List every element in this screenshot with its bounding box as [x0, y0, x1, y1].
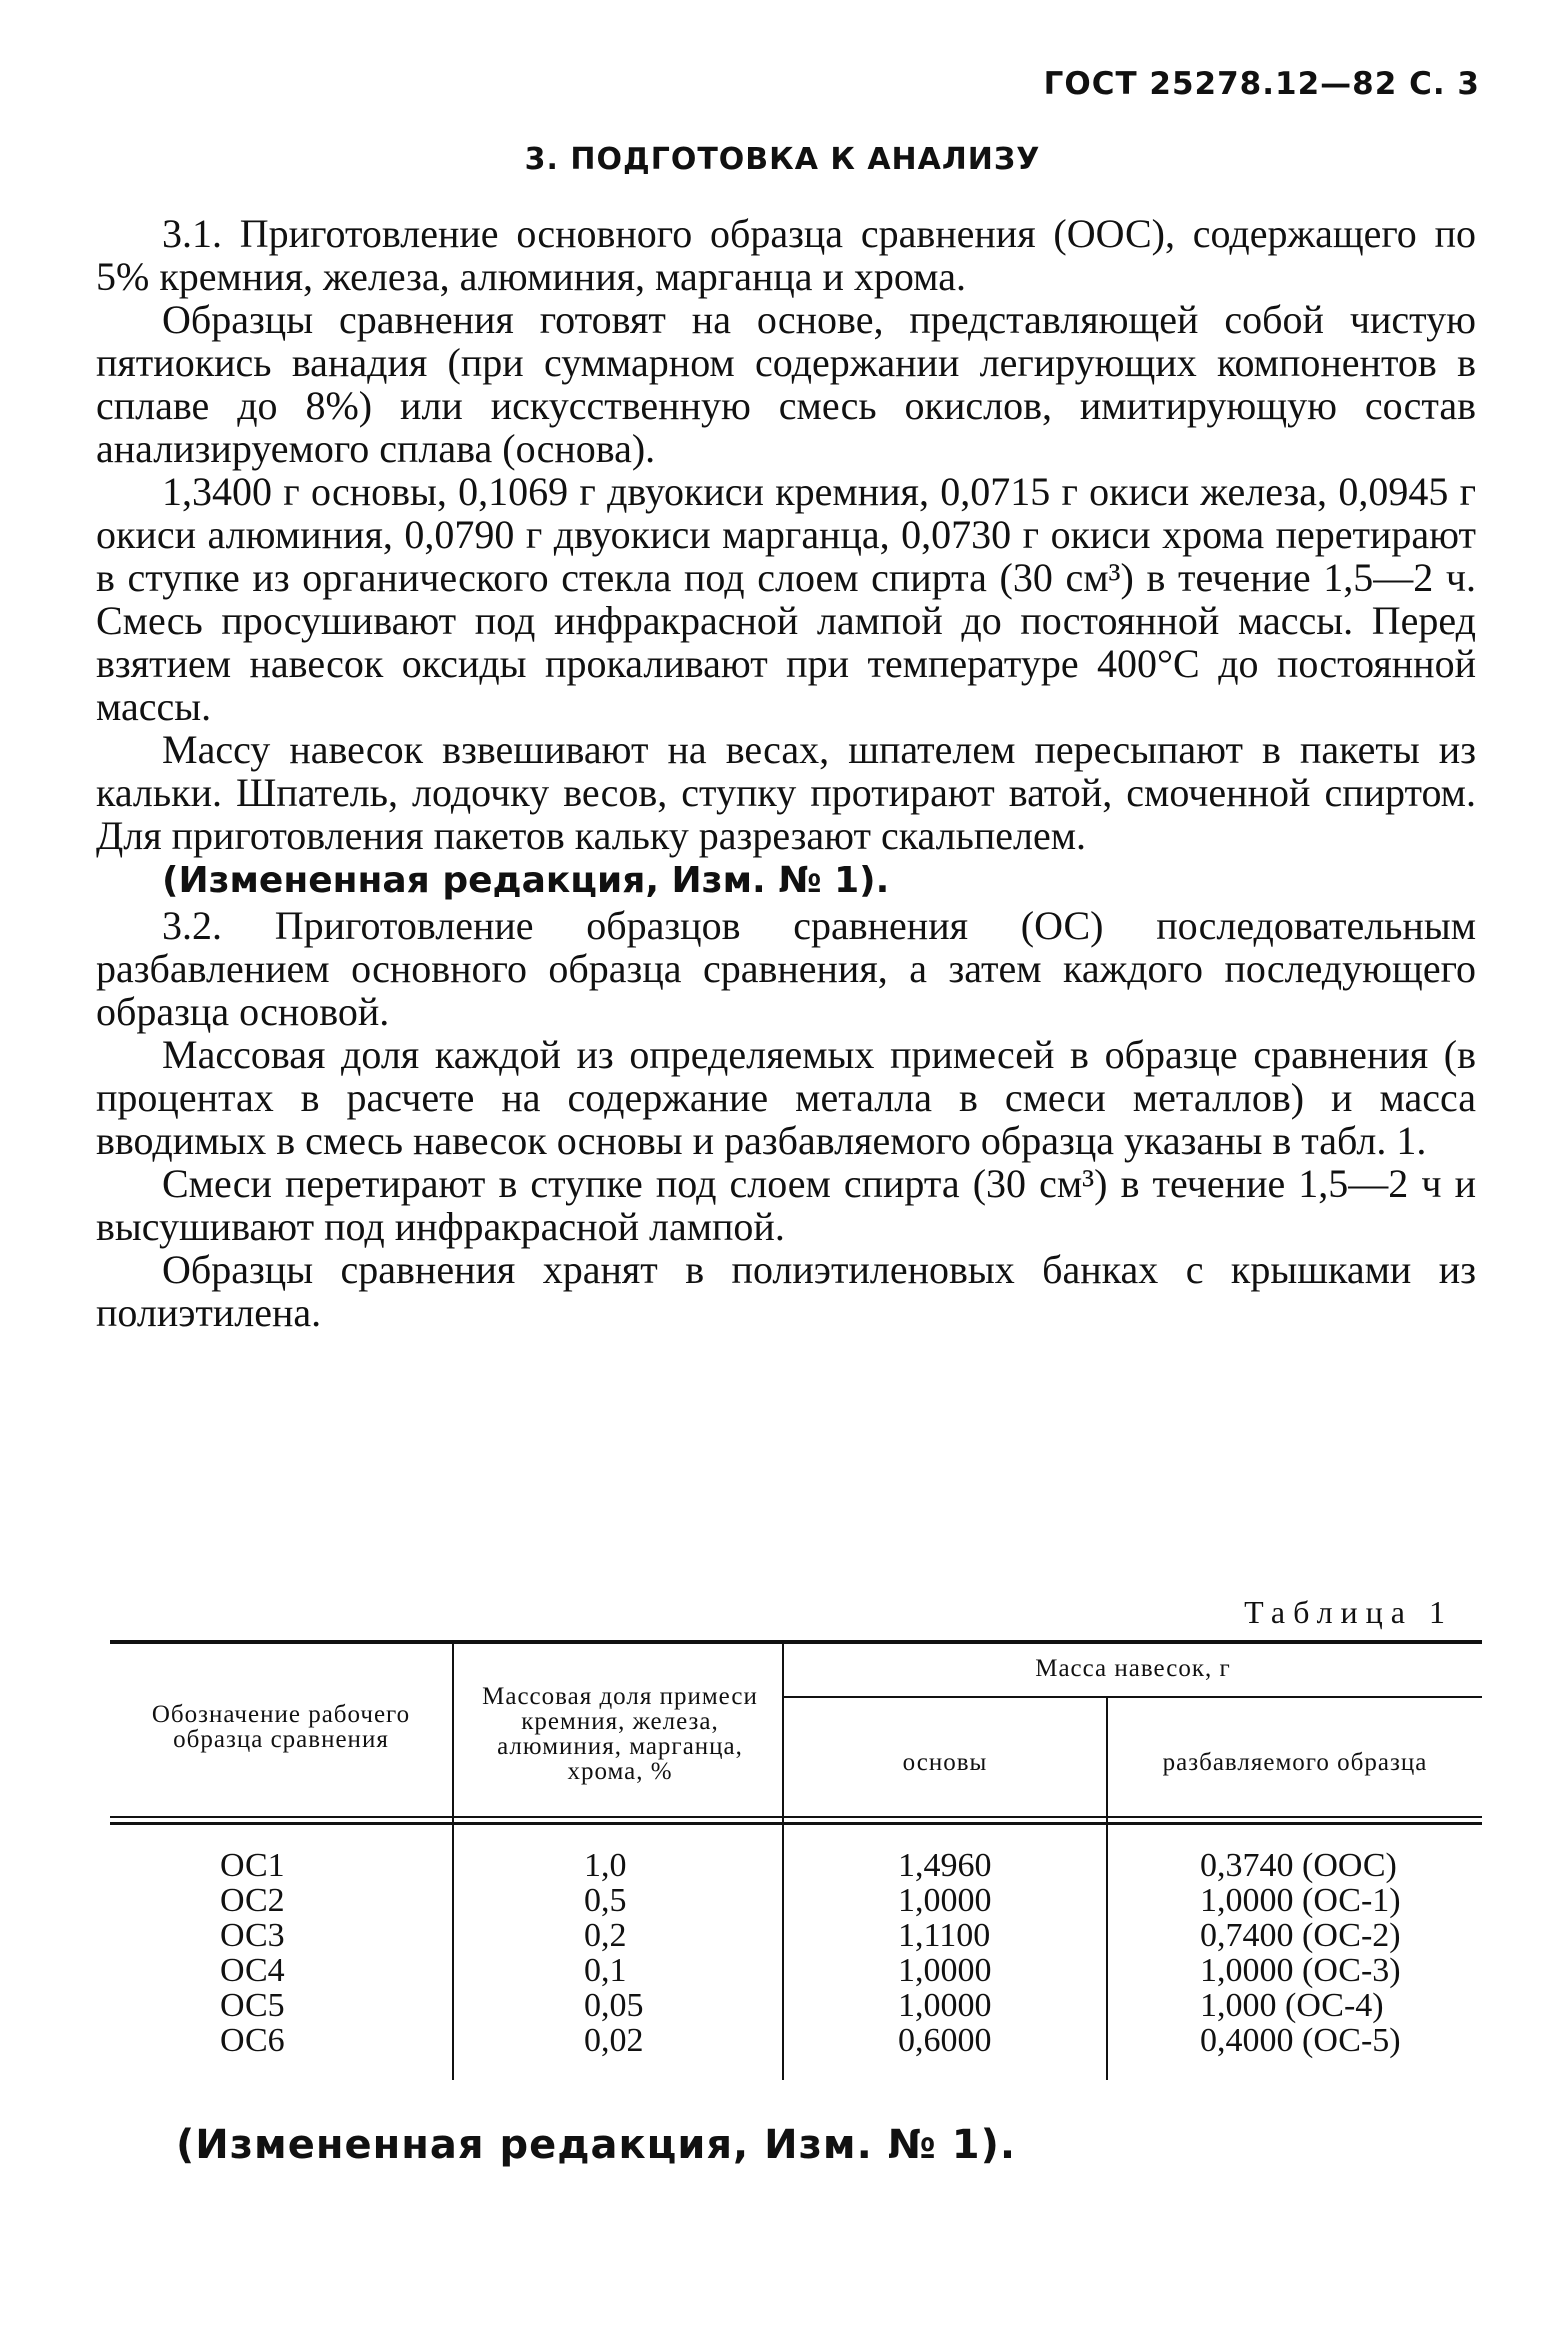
table-cell: 0,2 [584, 1917, 627, 1954]
header-mass-group: Масса навесок, г [1035, 1655, 1231, 1682]
table-cell: 1,0 [584, 1847, 627, 1884]
paragraph: Образцы сравнения хранят в полиэтиленовых банках с крышками из полиэтилена. [96, 1247, 1476, 1335]
data-table [110, 1640, 1482, 2080]
table-header-rule-double [110, 1822, 1482, 1825]
column-fraction [584, 1848, 644, 2058]
table-cell: ОС2 [220, 1882, 285, 1919]
table-top-rule [110, 1640, 1482, 1644]
table-cell: 1,1100 [898, 1917, 991, 1954]
table-cell: ОС3 [220, 1917, 285, 1954]
table-cell: 0,4000 (ОС-5) [1200, 2022, 1401, 2059]
paragraph: 3.1. Приготовление основного образца сравнения (ООС), содержащего по 5% кремния, железа, алюминия, марганца и хрома. [96, 211, 1476, 299]
body-text [96, 212, 1476, 1334]
table-cell: 0,7400 (ОС-2) [1200, 1917, 1401, 1954]
table-cell: 1,4960 [898, 1847, 992, 1884]
table-cell: 0,6000 [898, 2022, 992, 2059]
header-base: основы [902, 1749, 988, 1776]
table-cell: 1,0000 [898, 1952, 992, 1989]
table-cell: 0,05 [584, 1987, 644, 2024]
table-cell: ОС4 [220, 1952, 285, 1989]
paragraph: 3.2. Приготовление образцов сравнения (ОС) последовательным разбавлением основного образца сравнения, а затем каждого последующего образца основой. [96, 903, 1476, 1034]
table-cell: ОС6 [220, 2022, 285, 2059]
table-cell: 1,0000 [898, 1987, 992, 2024]
paragraph: Образцы сравнения готовят на основе, представляющей собой чистую пятиокись ванадия (при суммарном содержании легирующих компонентов в сплаве до 8%) или искусственную смесь окислов, имитирующую состав анализируемого сплава (основа). [96, 297, 1476, 471]
table-cell: 1,0000 [898, 1882, 992, 1919]
column-diluted [1200, 1848, 1401, 2058]
amendment-note: (Измененная редакция, Изм. № 1). [162, 860, 890, 901]
table-cell: 0,5 [584, 1882, 627, 1919]
header-mass-fraction: Массовая доля примеси кремния, железа, алюминия, марганца, хрома, % [482, 1683, 758, 1785]
paragraph: Массовая доля каждой из определяемых примесей в образце сравнения (в процентах в расчете на содержание металла в смеси металлов) и масса вводимых в смесь навесок основы и разбавляемого образца указаны в табл. 1. [96, 1032, 1476, 1163]
table-cell: ОС5 [220, 1987, 285, 2024]
header-diluted: разбавляемого образца [1162, 1749, 1428, 1776]
table-group-rule [782, 1696, 1482, 1698]
table-col-divider [782, 1640, 784, 2080]
column-designation [220, 1848, 285, 2058]
paragraph: Массу навесок взвешивают на весах, шпателем пересыпают в пакеты из кальки. Шпатель, лодочку весов, ступку протирают ватой, смоченной спиртом. Для приготовления пакетов кальку разрезают скальпелем. [96, 727, 1476, 858]
table-cell: 0,1 [584, 1952, 627, 1989]
paragraph: Смеси перетирают в ступке под слоем спирта (30 см³) в течение 1,5—2 ч и высушивают под инфракрасной лампой. [96, 1161, 1476, 1249]
page-header: ГОСТ 25278.12—82 С. 3 [1043, 66, 1480, 102]
table-cell: 0,3740 (ООС) [1200, 1847, 1397, 1884]
section-title: 3. ПОДГОТОВКА К АНАЛИЗУ [524, 142, 1041, 177]
table-cell: 1,000 (ОС-4) [1200, 1987, 1384, 2024]
table-caption: Таблица 1 [1244, 1594, 1453, 1630]
table-header-rule [110, 1816, 1482, 1818]
header-designation: Обозначение рабочего образца сравнения [151, 1701, 411, 1753]
amendment-note-footer: (Измененная редакция, Изм. № 1). [176, 2122, 1017, 2168]
table-col-divider [452, 1640, 454, 2080]
table-cell: ОС1 [220, 1847, 285, 1884]
table-cell: 0,02 [584, 2022, 644, 2059]
table-cell: 1,0000 (ОС-3) [1200, 1952, 1401, 1989]
column-base [898, 1848, 992, 2058]
paragraph: 1,3400 г основы, 0,1069 г двуокиси кремния, 0,0715 г окиси железа, 0,0945 г окиси алюминия, 0,0790 г двуокиси марганца, 0,0730 г окиси хрома перетирают в ступке из органического стекла под слоем спирта (30 см³) в течение 1,5—2 ч. Смесь просушивают под инфракрасной лампой до постоянной массы. Перед взятием навесок оксиды прокаливают при температуре 400°С до постоянной массы. [96, 469, 1476, 729]
table-cell: 1,0000 (ОС-1) [1200, 1882, 1401, 1919]
